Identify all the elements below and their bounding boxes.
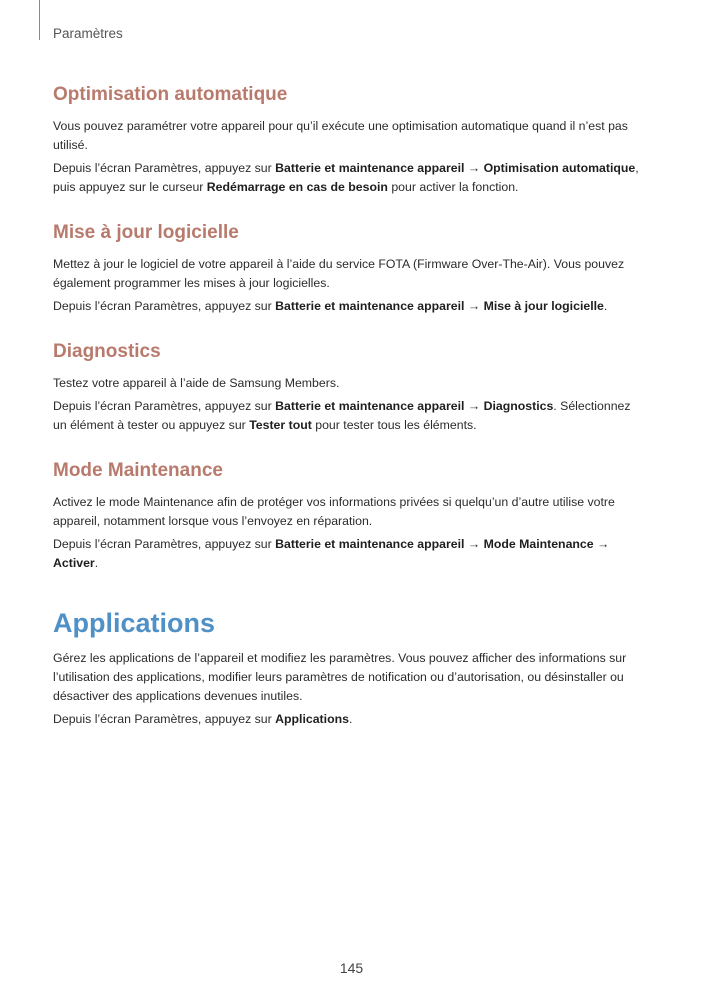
paragraph-text: pour activer la fonction. [387,180,519,194]
paragraph-text: → [593,537,610,551]
paragraph [53,493,643,531]
paragraph-text: Gérez les applications de l’appareil et modifiez les paramètres. Vous pouvez afficher des informations sur l’utilisation des applications, modifier leurs paramètres de notification ou d’autorisation, ou désinstaller ou désactiver des applications devenues inutiles. [53,651,627,703]
section [53,221,643,316]
paragraph-text: Depuis l’écran Paramètres, appuyez sur [53,299,276,313]
paragraph-text: → [464,399,484,413]
applications-section [53,607,643,729]
running-header: Paramètres [53,26,123,41]
paragraph-text: → [464,161,484,175]
paragraph-text: Testez votre appareil à l’aide de Samsung Members. [53,376,340,390]
paragraph-text: . [348,712,353,726]
section [53,459,643,573]
paragraph [53,297,643,316]
paragraph [53,397,643,435]
settings-sections [53,83,643,573]
paragraph-text: Mettez à jour le logiciel de votre appareil à l’aide du service FOTA (Firmware Over-The-Air). Vous pouvez également programmer les mises à jour logicielles. [53,257,625,290]
paragraph [53,255,643,293]
menu-path-term: Batterie et maintenance appareil [275,537,465,551]
menu-path-term: Optimisation automatique [483,161,636,175]
section [53,340,643,435]
paragraph-text: . [603,299,608,313]
menu-path-term: Mode Maintenance [483,537,594,551]
paragraph [53,159,643,197]
paragraph-text: Depuis l’écran Paramètres, appuyez sur [53,399,276,413]
paragraph [53,710,643,729]
menu-path-term: Batterie et maintenance appareil [275,399,465,413]
section-heading: Diagnostics [53,341,161,362]
section [53,83,643,197]
page-content [53,83,643,733]
paragraph [53,649,643,706]
paragraph-text: . [94,556,99,570]
section-heading: Optimisation automatique [53,84,288,105]
menu-path-term: Redémarrage en cas de besoin [206,180,388,194]
applications-heading: Applications [53,608,216,638]
paragraph [53,535,643,573]
menu-path-term: Batterie et maintenance appareil [275,299,465,313]
page-number: 145 [339,960,364,976]
menu-path-term: Applications [275,712,349,726]
menu-path-term: Diagnostics [483,399,554,413]
menu-path-term: Tester tout [249,418,312,432]
paragraph-text: → [464,299,484,313]
paragraph-text: → [464,537,484,551]
paragraph-text: , puis appuyez sur le curseur [53,161,639,194]
paragraph [53,374,643,393]
header-divider [39,0,40,40]
paragraph-text: pour tester tous les éléments. [311,418,477,432]
paragraph-text: Activez le mode Maintenance afin de protéger vos informations privées si quelqu’un d’autre utilise votre appareil, notamment lorsque vous l’envoyez en réparation. [53,495,615,528]
paragraph-text: Depuis l’écran Paramètres, appuyez sur [53,712,276,726]
section-heading: Mode Maintenance [53,460,223,481]
paragraph [53,117,643,155]
menu-path-term: Mise à jour logicielle [483,299,604,313]
paragraph-text: Vous pouvez paramétrer votre appareil pour qu’il exécute une optimisation automatique quand il n’est pas utilisé. [53,119,628,152]
paragraph-text: Depuis l’écran Paramètres, appuyez sur [53,161,276,175]
menu-path-term: Activer [53,556,95,570]
section-heading: Mise à jour logicielle [53,222,239,243]
paragraph-text: . Sélectionnez un élément à tester ou appuyez sur [53,399,631,432]
paragraph-text: Depuis l’écran Paramètres, appuyez sur [53,537,276,551]
applications-body [53,649,643,729]
menu-path-term: Batterie et maintenance appareil [275,161,465,175]
